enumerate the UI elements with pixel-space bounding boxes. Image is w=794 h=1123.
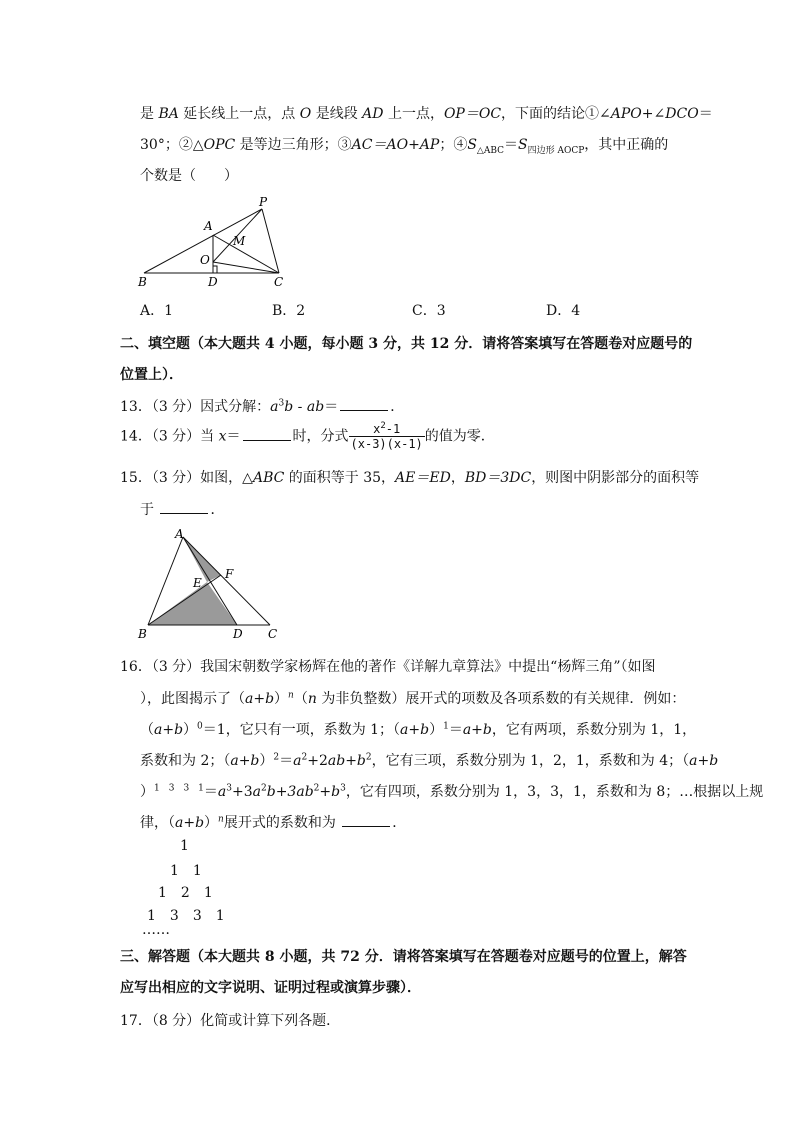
label-O: O [200, 253, 210, 267]
section3-heading-line1: 三、解答题（本大题共 8 小题，共 72 分．请将答案填写在答题卷对应题号的位置上，解答 [120, 949, 687, 965]
section3-heading-line2: 应写出相应的文字说明、证明过程或演算步骤）． [120, 980, 421, 996]
label-B: B [138, 627, 147, 641]
q15-line1: 15．（3 分）如图，△ABC 的面积等于 35，AE＝ED，BD＝3DC，则图中阴影部分的面积等 [120, 470, 700, 486]
q17: 17．（8 分）化简或计算下列各题． [120, 1013, 341, 1029]
q14: 14．（3 分）当 x＝ 时，分式 $\frac{x^2-1}{(x-3)(x-1)}$ 的值为零． [120, 421, 495, 451]
q13-answer-blank[interactable] [340, 398, 388, 411]
shaded-triangle-top [183, 537, 221, 582]
q12-option-d: D．4 [546, 303, 581, 319]
q15-line2: 于 ． [140, 502, 225, 518]
q12-option-a: A．1 [140, 303, 174, 319]
triangle-row-4: 1 3 3 1 [147, 908, 225, 924]
q16-line6: 律，$(a+b)^n$展开式的系数和为 ． [140, 814, 407, 831]
q12-line1: 是 BA 延长线上一点，点 O 是线段 AD 上一点，OP＝OC，下面的结论①∠APO+∠DCO＝ [140, 106, 713, 122]
q16-line4: 系数和为 2；$(a+b)^2=a^2+2ab+b^2$，它有三项，系数分别为 1，2，1，系数和为 4；（a+b [140, 752, 719, 769]
q12-figure [130, 192, 290, 290]
q14-fraction: $\frac{x^2-1}{(x-3)(x-1)}$ [350, 421, 423, 451]
right-angle-mark [213, 266, 217, 273]
q16-line1: 16．（3 分）我国宋朝数学家杨辉在他的著作《详解九章算法》中提出“杨辉三角”（如图 [120, 659, 656, 675]
q15-answer-blank[interactable] [160, 501, 208, 514]
section2-heading-line1: 二、填空题（本大题共 4 小题，每小题 3 分，共 12 分．请将答案填写在答题卷对应题号的 [120, 336, 693, 352]
triangle-row-3: 1 2 1 [158, 885, 213, 901]
q12-option-c: C．3 [412, 303, 446, 319]
q12-option-b: B．2 [272, 303, 306, 319]
label-D: D [208, 275, 218, 289]
q13: 13．（3 分）因式分解：$a^3b - ab=$ ． [120, 398, 405, 415]
label-C: C [268, 627, 278, 641]
triangle-ellipsis: …… [142, 922, 170, 938]
triangle-row-1: 1 [180, 838, 189, 854]
q15-figure [132, 526, 282, 644]
label-C: C [274, 275, 284, 289]
q16-line2: ），此图揭示了$(a+b)^n(n$ 为非负整数）展开式的项数及各项系数的有关规律．例如： [140, 690, 686, 707]
label-A: A [204, 219, 213, 233]
q12-line3: 个数是（ ） [140, 168, 238, 184]
q16-answer-blank[interactable] [342, 814, 390, 827]
triangle-row-2: 1 1 [170, 863, 202, 879]
label-D: D [233, 627, 243, 641]
label-E: E [193, 576, 202, 590]
label-B: B [138, 275, 147, 289]
q16-line5: ）$^{1 3 3 1}=a^3+3a^2b+3ab^2+b^3$，它有四项，系数分别为 1，3，3，1，系数和为 8；…根据以上规 [140, 783, 764, 800]
q12-line2: 30°；②△OPC 是等边三角形；③AC＝AO+AP；$④S_{\triangle ABC}=S_{四边形 AOCP}$，其中正确的 [140, 137, 669, 156]
label-P: P [259, 195, 268, 209]
line-PC [262, 209, 279, 273]
label-M: M [233, 234, 246, 248]
q16-line3: $(a+b)^0=1$，它只有一项，系数为 1；$(a+b)^1=a+b$，它有两项，系数分别为 1，1， [140, 721, 697, 738]
q14-answer-blank[interactable] [243, 428, 291, 441]
section2-heading-line2: 位置上）． [120, 367, 183, 383]
label-A: A [175, 527, 184, 541]
label-F: F [225, 567, 234, 581]
